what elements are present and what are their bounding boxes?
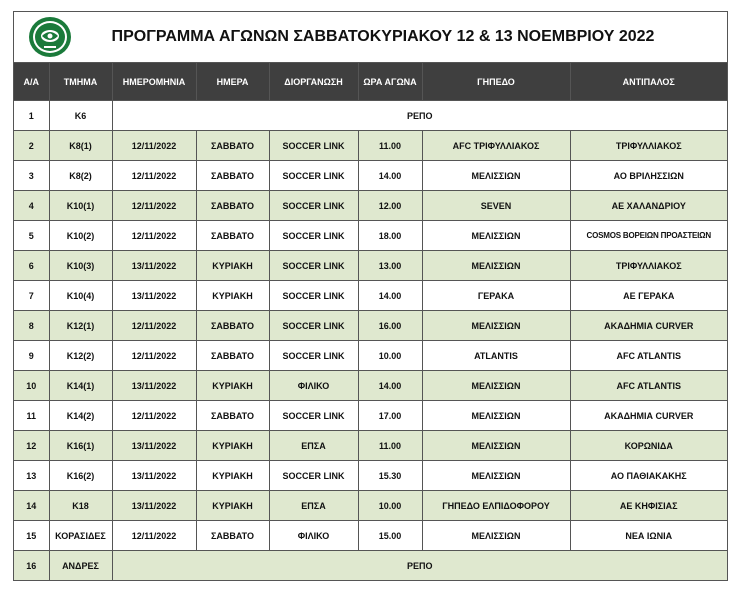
table-row <box>14 371 727 401</box>
cell-opponent: AFC ATLANTIS <box>570 371 727 401</box>
cell-time: 18.00 <box>358 221 422 251</box>
cell-date: 12/11/2022 <box>112 161 196 191</box>
cell-no: 9 <box>14 341 49 371</box>
cell-team: K18 <box>49 491 112 521</box>
table-row <box>14 401 727 431</box>
cell-no: 3 <box>14 161 49 191</box>
table-row <box>14 191 727 221</box>
cell-opponent: ΑΕ ΧΑΛΑΝΔΡΙΟΥ <box>570 191 727 221</box>
header-cell: Α/Α <box>14 63 49 101</box>
cell-time: 12.00 <box>358 191 422 221</box>
cell-opponent: ΤΡΙΦΥΛΛΙΑΚΟΣ <box>570 251 727 281</box>
cell-org: SOCCER LINK <box>269 161 358 191</box>
table-row <box>14 341 727 371</box>
cell-time: 14.00 <box>358 161 422 191</box>
cell-opponent: ΝΕΑ ΙΩΝΙΑ <box>570 521 727 551</box>
cell-venue: ΜΕΛΙΣΣΙΩΝ <box>422 161 570 191</box>
cell-venue: ΜΕΛΙΣΣΙΩΝ <box>422 221 570 251</box>
cell-time: 14.00 <box>358 371 422 401</box>
cell-day: ΣΑΒΒΑΤΟ <box>196 131 269 161</box>
cell-date: 13/11/2022 <box>112 431 196 461</box>
header-cell: ΓΗΠΕΔΟ <box>422 63 570 101</box>
table-row <box>14 281 727 311</box>
cell-no: 4 <box>14 191 49 221</box>
table-row <box>14 101 727 131</box>
cell-date: 13/11/2022 <box>112 251 196 281</box>
cell-no: 12 <box>14 431 49 461</box>
cell-repo: ΡΕΠΟ <box>112 551 727 581</box>
cell-team: K12(1) <box>49 311 112 341</box>
header-cell: ΤΜΗΜΑ <box>49 63 112 101</box>
cell-time: 15.30 <box>358 461 422 491</box>
cell-org: SOCCER LINK <box>269 461 358 491</box>
cell-opponent: ΑΕ ΚΗΦΙΣΙΑΣ <box>570 491 727 521</box>
cell-org: ΕΠΣΑ <box>269 491 358 521</box>
cell-org: SOCCER LINK <box>269 191 358 221</box>
cell-date: 12/11/2022 <box>112 341 196 371</box>
cell-day: ΣΑΒΒΑΤΟ <box>196 341 269 371</box>
cell-opponent: ΑΚΑΔΗΜΙΑ CURVER <box>570 401 727 431</box>
header-cell: ΑΝΤΙΠΑΛΟΣ <box>570 63 727 101</box>
cell-team: K8(2) <box>49 161 112 191</box>
cell-opponent: COSMOS ΒΟΡΕΙΩΝ ΠΡΟΑΣΤΕΙΩΝ <box>570 221 727 251</box>
cell-team: K6 <box>49 101 112 131</box>
cell-team: K10(1) <box>49 191 112 221</box>
cell-time: 10.00 <box>358 341 422 371</box>
cell-org: SOCCER LINK <box>269 131 358 161</box>
table-row <box>14 251 727 281</box>
cell-date: 13/11/2022 <box>112 281 196 311</box>
cell-team: ΑΝΔΡΕΣ <box>49 551 112 581</box>
cell-opponent: ΑΟ ΒΡΙΛΗΣΣΙΩΝ <box>570 161 727 191</box>
cell-time: 13.00 <box>358 251 422 281</box>
cell-opponent: ΑΕ ΓΕΡΑΚΑ <box>570 281 727 311</box>
table-row <box>14 221 727 251</box>
cell-org: SOCCER LINK <box>269 341 358 371</box>
header-cell: ΗΜΕΡΑ <box>196 63 269 101</box>
cell-venue: ΜΕΛΙΣΣΙΩΝ <box>422 521 570 551</box>
table-row <box>14 521 727 551</box>
cell-no: 1 <box>14 101 49 131</box>
cell-venue: ATLANTIS <box>422 341 570 371</box>
cell-date: 12/11/2022 <box>112 521 196 551</box>
cell-no: 16 <box>14 551 49 581</box>
cell-opponent: ΚΟΡΩΝΙΔΑ <box>570 431 727 461</box>
cell-day: ΣΑΒΒΑΤΟ <box>196 161 269 191</box>
cell-team: K10(4) <box>49 281 112 311</box>
cell-team: K14(2) <box>49 401 112 431</box>
cell-time: 11.00 <box>358 431 422 461</box>
table-row <box>14 431 727 461</box>
cell-team: K10(2) <box>49 221 112 251</box>
cell-no: 10 <box>14 371 49 401</box>
cell-day: ΣΑΒΒΑΤΟ <box>196 221 269 251</box>
header-cell: ΔΙΟΡΓΑΝΩΣΗ <box>269 63 358 101</box>
header-cell: ΗΜΕΡΟΜΗΝΙΑ <box>112 63 196 101</box>
cell-date: 13/11/2022 <box>112 461 196 491</box>
cell-date: 12/11/2022 <box>112 311 196 341</box>
cell-no: 13 <box>14 461 49 491</box>
cell-venue: ΜΕΛΙΣΣΙΩΝ <box>422 371 570 401</box>
cell-day: ΚΥΡΙΑΚΗ <box>196 281 269 311</box>
page-title: ΠΡΟΓΡΑΜΜΑ ΑΓΩΝΩΝ ΣΑΒΒΑΤΟΚΥΡΙΑΚΟΥ 12 & 13 ΝΟΕΜΒΡΙΟΥ 2022 <box>111 28 655 45</box>
cell-venue: ΜΕΛΙΣΣΙΩΝ <box>422 401 570 431</box>
cell-day: ΚΥΡΙΑΚΗ <box>196 461 269 491</box>
cell-no: 6 <box>14 251 49 281</box>
club-logo-icon <box>27 15 73 59</box>
cell-time: 15.00 <box>358 521 422 551</box>
cell-org: ΦΙΛΙΚΟ <box>269 371 358 401</box>
cell-date: 13/11/2022 <box>112 491 196 521</box>
cell-team: K12(2) <box>49 341 112 371</box>
table-row <box>14 491 727 521</box>
cell-team: K14(1) <box>49 371 112 401</box>
cell-org: SOCCER LINK <box>269 251 358 281</box>
cell-day: ΚΥΡΙΑΚΗ <box>196 431 269 461</box>
cell-repo: ΡΕΠΟ <box>112 101 727 131</box>
cell-time: 10.00 <box>358 491 422 521</box>
cell-no: 15 <box>14 521 49 551</box>
cell-opponent: ΑΚΑΔΗΜΙΑ CURVER <box>570 311 727 341</box>
cell-team: K16(2) <box>49 461 112 491</box>
cell-no: 5 <box>14 221 49 251</box>
cell-opponent: ΑΟ ΠΑΘΙΑΚΑΚΗΣ <box>570 461 727 491</box>
cell-date: 12/11/2022 <box>112 221 196 251</box>
table-row <box>14 461 727 491</box>
cell-venue: AFC ΤΡΙΦΥΛΛΙΑΚΟΣ <box>422 131 570 161</box>
cell-day: ΣΑΒΒΑΤΟ <box>196 191 269 221</box>
cell-no: 14 <box>14 491 49 521</box>
table-row <box>14 131 727 161</box>
cell-venue: ΜΕΛΙΣΣΙΩΝ <box>422 311 570 341</box>
schedule-sheet <box>13 11 728 581</box>
cell-venue: SEVEN <box>422 191 570 221</box>
cell-venue: ΜΕΛΙΣΣΙΩΝ <box>422 461 570 491</box>
cell-team: K16(1) <box>49 431 112 461</box>
cell-venue: ΓΗΠΕΔΟ ΕΛΠΙΔΟΦΟΡΟΥ <box>422 491 570 521</box>
cell-time: 14.00 <box>358 281 422 311</box>
cell-day: ΣΑΒΒΑΤΟ <box>196 311 269 341</box>
table-row <box>14 551 727 581</box>
cell-no: 11 <box>14 401 49 431</box>
table-row <box>14 161 727 191</box>
cell-no: 2 <box>14 131 49 161</box>
cell-org: SOCCER LINK <box>269 221 358 251</box>
cell-org: ΕΠΣΑ <box>269 431 358 461</box>
cell-day: ΣΑΒΒΑΤΟ <box>196 401 269 431</box>
cell-opponent: AFC ATLANTIS <box>570 341 727 371</box>
header-cell: ΩΡΑ ΑΓΩΝΑ <box>358 63 422 101</box>
title-row <box>14 12 727 63</box>
cell-date: 13/11/2022 <box>112 371 196 401</box>
cell-day: ΚΥΡΙΑΚΗ <box>196 491 269 521</box>
cell-team: K10(3) <box>49 251 112 281</box>
cell-time: 17.00 <box>358 401 422 431</box>
cell-org: SOCCER LINK <box>269 401 358 431</box>
cell-date: 12/11/2022 <box>112 131 196 161</box>
cell-venue: ΓΕΡΑΚΑ <box>422 281 570 311</box>
cell-time: 11.00 <box>358 131 422 161</box>
cell-date: 12/11/2022 <box>112 401 196 431</box>
cell-org: SOCCER LINK <box>269 281 358 311</box>
cell-opponent: ΤΡΙΦΥΛΛΙΑΚΟΣ <box>570 131 727 161</box>
cell-no: 7 <box>14 281 49 311</box>
cell-no: 8 <box>14 311 49 341</box>
schedule-table <box>14 63 727 580</box>
cell-time: 16.00 <box>358 311 422 341</box>
cell-org: ΦΙΛΙΚΟ <box>269 521 358 551</box>
table-row <box>14 311 727 341</box>
cell-team: ΚΟΡΑΣΙΔΕΣ <box>49 521 112 551</box>
cell-venue: ΜΕΛΙΣΣΙΩΝ <box>422 251 570 281</box>
cell-day: ΚΥΡΙΑΚΗ <box>196 251 269 281</box>
cell-org: SOCCER LINK <box>269 311 358 341</box>
cell-team: K8(1) <box>49 131 112 161</box>
cell-day: ΣΑΒΒΑΤΟ <box>196 521 269 551</box>
cell-venue: ΜΕΛΙΣΣΙΩΝ <box>422 431 570 461</box>
cell-day: ΚΥΡΙΑΚΗ <box>196 371 269 401</box>
cell-date: 12/11/2022 <box>112 191 196 221</box>
header-row <box>14 63 727 101</box>
